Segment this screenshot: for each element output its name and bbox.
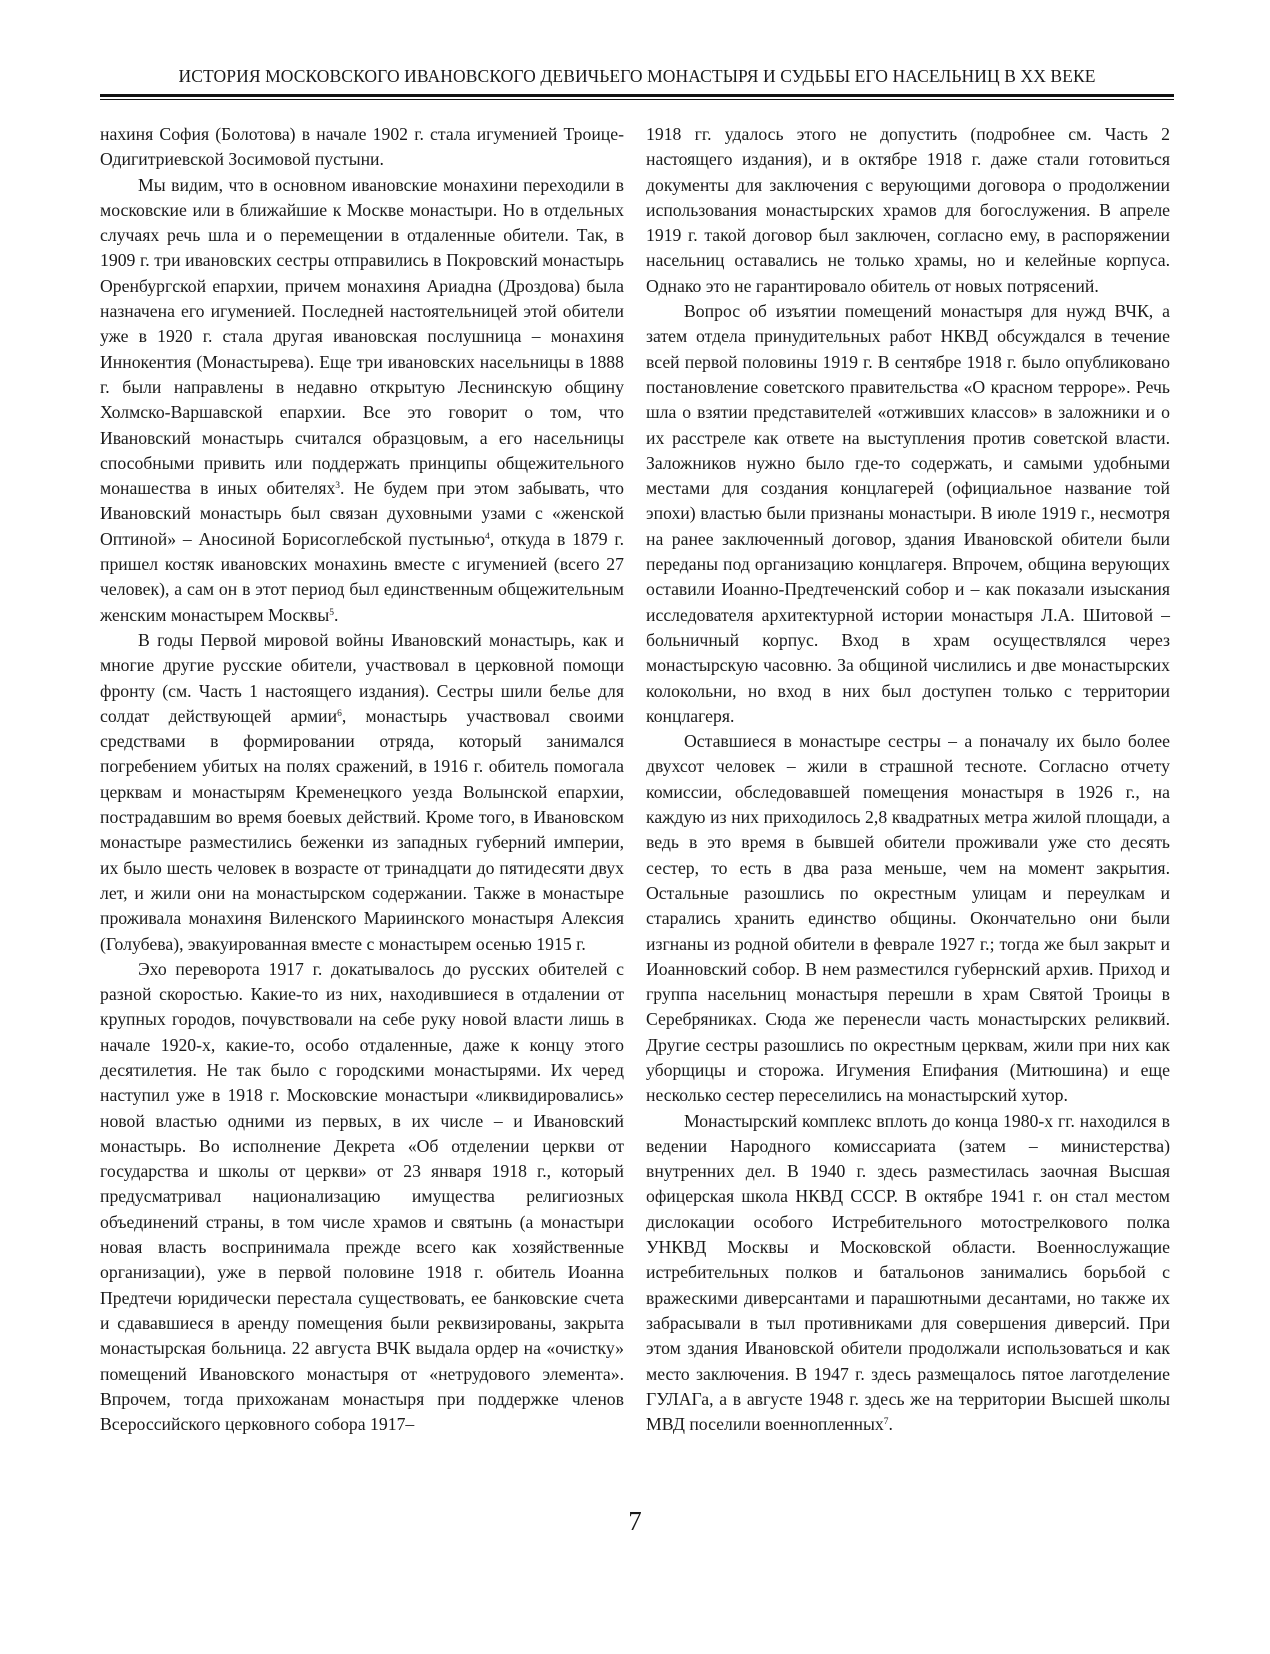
right-column bbox=[646, 122, 1170, 1437]
page-number: 7 bbox=[628, 1506, 642, 1536]
paragraph: В годы Первой мировой войны Ивановский монастырь, как и многие другие русские обители, участвовал в церковной помощи фронту (см. Часть 1 настоящего издания). Сестры шили белье для солдат действующей армии$^6$, монастырь участвовал своими средствами в формировании отряда, который занимался погребением убитых на полях сражений, в 1916 г. обитель помогала церквам и монастырям Кременецкого уезда Волынской епархии, пострадавшим во время боевых действий. Кроме того, в Ивановском монастыре разместились беженки из западных губерний империи, их было шесть человек в возрасте от тринадцати до пятидесяти двух лет, и жили они на монастырском содержании. Также в монастыре проживала монахиня Виленского Мариинского монастыря Алексия (Голубева), эвакуированная вместе с монастырем осенью 1915 г. bbox=[100, 629, 624, 954]
header-rule-thin bbox=[100, 99, 1174, 100]
footnote-ref[interactable]: 5 bbox=[329, 607, 334, 618]
footnote-ref[interactable]: 4 bbox=[485, 531, 490, 542]
left-column bbox=[100, 122, 624, 1437]
paragraph: Монастырский комплекс вплоть до конца 1980-х гг. находился в ведении Народного комиссариата (затем – министерства) внутренних дел. В 1940 г. здесь разместилась заочная Высшая офицерская школа НКВД СССР. В октябре 1941 г. он стал местом дислокации особого Истребительного мотострелкового полка УНКВД Москвы и Московской области. Военнослужащие истребительных полков и батальонов занимались борьбой с вражескими диверсантами и парашютными десантами, но также их забрасывали в тыл противниками для совершения диверсий. При этом здания Ивановской обители продолжали использоваться и как место заключения. В 1947 г. здесь размещалось пятое лаготделение ГУЛАГа, а в августе 1948 г. здесь же на территории Высшей школы МВД поселили военнопленных$^7$. bbox=[646, 1110, 1170, 1435]
footnote-ref[interactable]: 7 bbox=[883, 1417, 889, 1428]
paragraph: 1918 гг. удалось этого не допустить (подробнее см. Часть 2 настоящего издания), и в октябре 1918 г. даже стали готовиться документы для заключения с верующими договора о продолжении использования монастырских храмов для богослужения. В апреле 1919 г. такой договор был заключен, согласно ему, в распоряжении насельниц оставались не только храмы, но и келейные корпуса. Однако это не гарантировало обитель от новых потрясений. bbox=[646, 124, 1170, 296]
paragraph: Мы видим, что в основном ивановские монахини переходили в московские или в ближайшие к Москве монастыри. Но в отдельных случаях речь шла и о перемещении в отдаленные обители. Так, в 1909 г. три ивановских сестры отправились в Покровский монастырь Оренбургской епархии, причем монахиня Ариадна (Дроздова) была назначена его игуменией. Последней настоятельницей этой обители уже в 1920 г. стала другая ивановская послушница – монахиня Иннокентия (Монастырева). Еще три ивановских насельницы в 1888 г. были направлены в недавно открытую Леснинскую общину Холмско-Варшавской епархии. Все это говорит о том, что Ивановский монастырь считался образцовым, а его насельницы способными привить или поддержать принципы общежительного монашества в иных обителях$^3$. Не будем при этом забывать, что Ивановский монастырь был связан духовными узами с «женской Оптиной» – Аносиной Борисоглебской пустынью$^4$, откуда в 1879 г. пришел костяк ивановских монахинь вместе с игуменией (всего 27 человек), а сам он в этот период был единственным общежительным женским монастырем Москвы$^5$. bbox=[100, 174, 625, 625]
footnote-ref[interactable]: 6 bbox=[337, 708, 342, 719]
paragraph: Эхо переворота 1917 г. докатывалось до русских обителей с разной скоростью. Какие-то из них, находившиеся в отдалении от крупных городов, почувствовали на себе руку новой власти лишь в начале 1920-х, какие-то, особо отдаленные, даже к концу этого десятилетия. Не так было с городскими монастырями. Их черед наступил уже в 1918 г. Московские монастыри «ликвидировались» новой властью одними из первых, в их числе – и Ивановский монастырь. Во исполнение Декрета «Об отделении церкви от государства и школы от церкви» от 23 января 1918 г., который предусматривал национализацию имущества религиозных объединений страны, в том числе храмов и святынь (а монастыри новая власть воспринимала прежде всего как хозяйственные организации), уже в первой половине 1918 г. обитель Иоанна Предтечи юридически перестала существовать, ее банковские счета и сдававшиеся в аренду помещения были реквизированы, закрыта монастырская больница. 22 августа ВЧК выдала ордер на «очистку» помещений Ивановского монастыря от «нетрудового элемента». Впрочем, тогда прихожанам монастыря при поддержке членов Всероссийского церковного собора 1917– bbox=[100, 958, 624, 1435]
paragraph: Оставшиеся в монастыре сестры – а поначалу их было более двухсот человек – жили в страшной тесноте. Согласно отчету комиссии, обследовавшей помещения монастыря в 1926 г., на каждую из них приходилось 2,8 квадратных метра жилой площади, а ведь в это время в бывшей обители проживали уже сто десять сестер, то есть в два раза меньше, чем на момент закрытия. Остальные разошлись по окрестным улицам и переулкам и старались хранить единство общины. Окончательно они были изгнаны из родной обители в феврале 1927 г.; тогда же был закрыт и Иоанновский собор. В нем разместился губернский архив. Приход и группа насельниц монастыря перешли в храм Святой Троицы в Серебряниках. Сюда же перенесли часть монастырских реликвий. Другие сестры разошлись по окрестным церквам, жили при них как уборщицы и сторожа. Игумения Епифания (Митюшина) и еще несколько сестер переселились на монастырский хутор. bbox=[646, 731, 1170, 1106]
running-header: ИСТОРИЯ МОСКОВСКОГО ИВАНОВСКОГО ДЕВИЧЬЕГО МОНАСТЫРЯ И СУДЬБЫ ЕГО НАСЕЛЬНИЦ В ХХ ВЕКЕ bbox=[178, 66, 1096, 86]
paragraph: Вопрос об изъятии помещений монастыря для нужд ВЧК, а затем отдела принудительных работ НКВД обсуждался в течение всей первой половины 1919 г. В сентябре 1918 г. было опубликовано постановление советского правительства «О красном терроре». Речь шла о взятии представителей «отживших классов» в заложники и о их расстреле как ответе на выступления против советской власти. Заложников нужно было где-то содержать, и самыми удобными местами для создания концлагерей (официальное название той эпохи) властью были признаны монастыри. В июле 1919 г., несмотря на ранее заключенный договор, здания Ивановской обители были переданы под организацию концлагеря. Впрочем, община верующих оставили Иоанно-Предтеченский собор и – как показали изыскания исследователя архитектурной истории монастыря Л.А. Шитовой – больничный корпус. Вход в храм осуществлялся через монастырскую часовню. За общиной числились и две монастырских колокольни, но вход в них был доступен только с территории концлагеря. bbox=[646, 301, 1170, 726]
header-rule-thick bbox=[100, 94, 1174, 97]
paragraph: нахиня София (Болотова) в начале 1902 г. стала игуменией Троице-Одигитриевской Зосимовой пустыни. bbox=[100, 124, 624, 170]
footnote-ref[interactable]: 3 bbox=[335, 481, 341, 492]
